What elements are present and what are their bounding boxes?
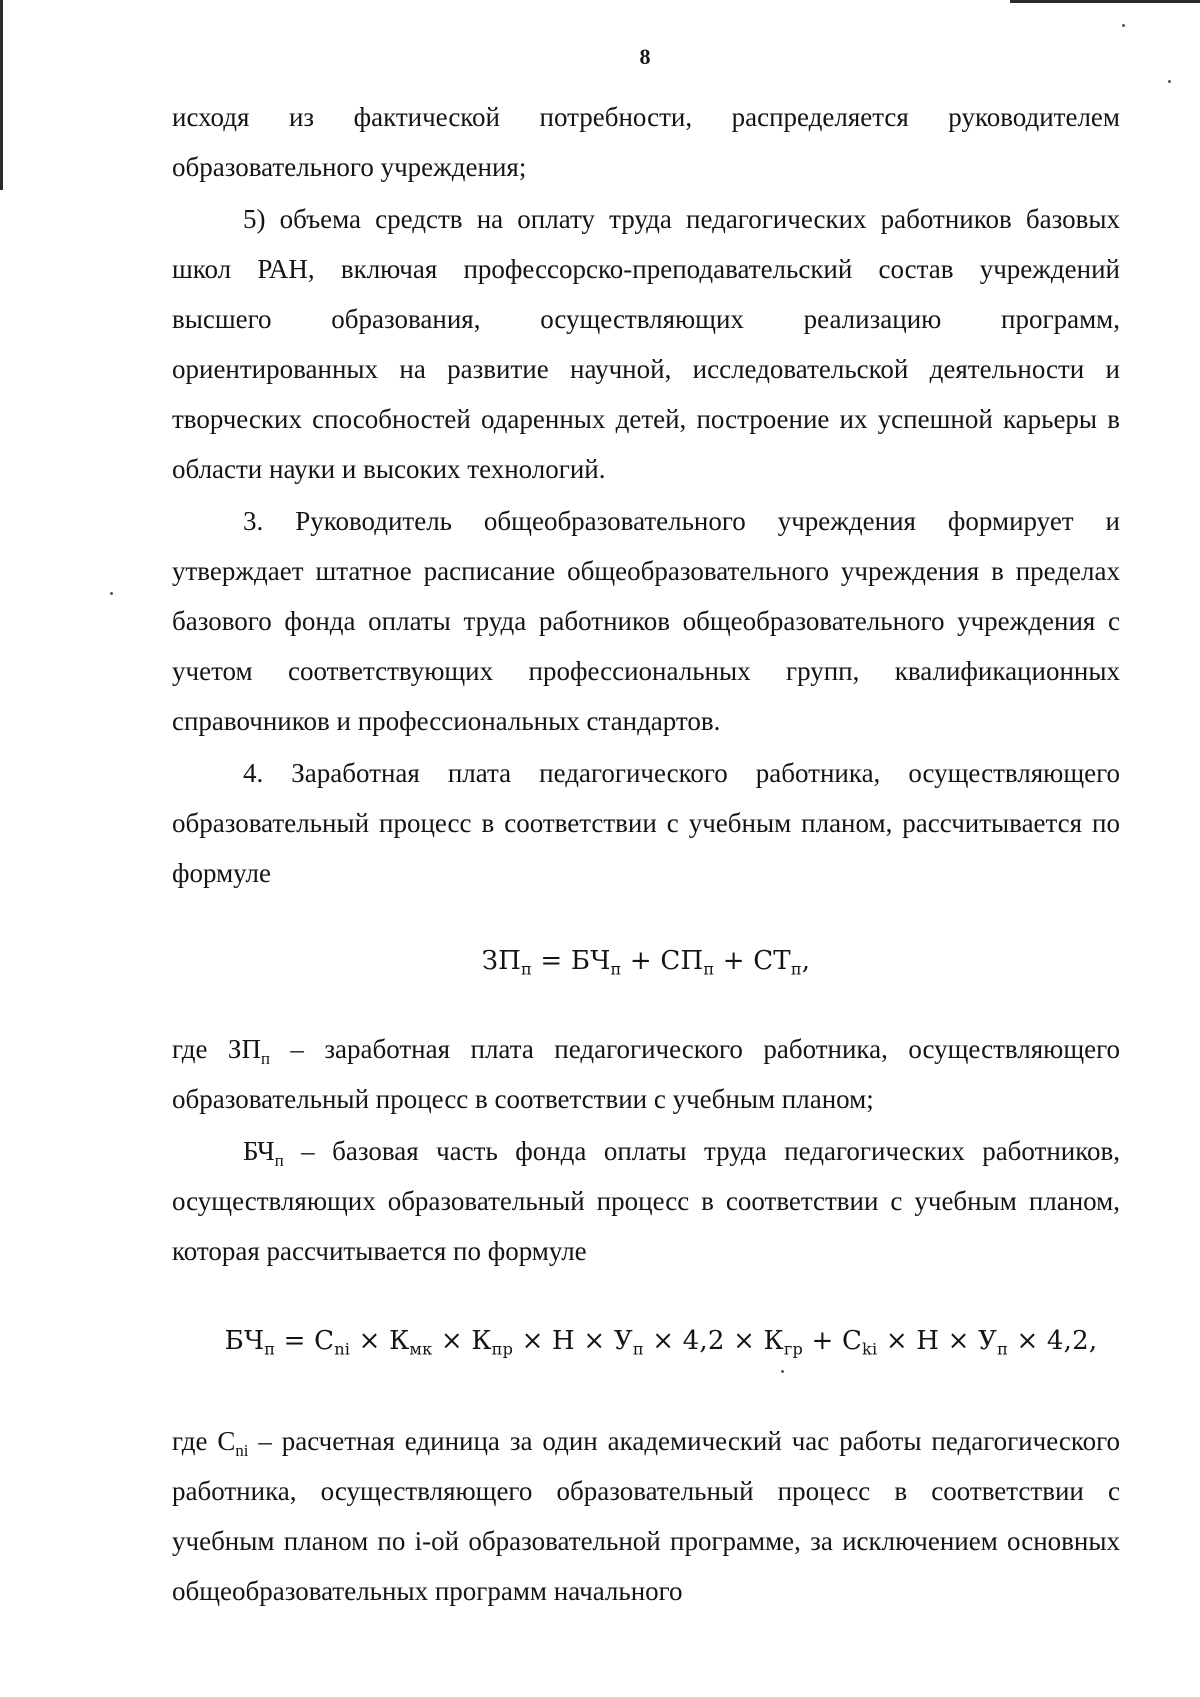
- formula-symbol: К: [471, 1326, 492, 1356]
- formula-operator: × Н ×: [513, 1326, 614, 1356]
- formula-operator: ×: [432, 1326, 472, 1356]
- formula-subscript: п: [790, 959, 802, 979]
- definition-symbol: ЗП: [227, 1034, 261, 1064]
- document-body: [172, 92, 1120, 1616]
- definition-cni: [172, 1416, 1120, 1616]
- scan-speck: [110, 592, 113, 595]
- definition-lead: где: [172, 1034, 228, 1064]
- formula-subscript: гр: [783, 1339, 804, 1359]
- formula-symbol: СТ: [753, 946, 791, 976]
- definition-subscript: п: [260, 1048, 270, 1068]
- definition-lead: где: [172, 1426, 218, 1456]
- formula-operator: × 4,2 ×: [643, 1326, 764, 1356]
- definition-bch: [172, 1126, 1120, 1276]
- formula-subscript: мк: [409, 1339, 433, 1359]
- paragraph-item-5: 5) объема средств на оплату труда педагогических работников базовых школ РАН, включая профессорско-преподавательский состав учреждений высшего образования, осуществляющих реализацию программ, ориентированных на развитие научной, исследовательской деятельности и творческих способностей одаренных детей, построение их успешной карьеры в области науки и высоких технологий.: [172, 204, 1120, 484]
- formula-subscript: пр: [491, 1339, 514, 1359]
- formula-symbol: У: [978, 1326, 998, 1356]
- paragraph-clause-4: 4. Заработная плата педагогического работника, осуществляющего образовательный процесс в соответствии с учебным планом, рассчитывается по формуле: [172, 758, 1120, 888]
- scan-speck: [1168, 80, 1171, 83]
- formula-operator: =: [531, 946, 571, 976]
- definition-symbol: БЧ: [243, 1136, 275, 1166]
- formula-symbol: С: [841, 1326, 863, 1356]
- formula-operator: =: [275, 1326, 315, 1356]
- definition-zp: [172, 1024, 1120, 1124]
- formula-symbol: БЧ: [570, 946, 611, 976]
- definition-subscript: ni: [235, 1440, 249, 1460]
- formula-subscript: п: [610, 959, 622, 979]
- formula-base-part: [172, 1316, 1120, 1366]
- formula-operator: +: [714, 946, 754, 976]
- formula-subscript: п: [521, 959, 532, 979]
- formula-symbol: К: [763, 1326, 784, 1356]
- definition-symbol: С: [217, 1426, 236, 1456]
- formula-subscript: п: [264, 1339, 276, 1359]
- formula-punctuation: ,: [801, 946, 811, 976]
- formula-symbol: БЧ: [224, 1326, 265, 1356]
- definition-text: – базовая часть фонда оплаты труда педагогических работников, осуществляющих образовательный процесс в соответствии с учебным планом, которая рассчитывается по формуле: [172, 1136, 1120, 1266]
- scan-edge-top: [1010, 0, 1200, 3]
- formula-operator: × 4,2,: [1008, 1326, 1098, 1356]
- formula-symbol: К: [389, 1326, 410, 1356]
- formula-operator: ×: [350, 1326, 390, 1356]
- formula-symbol: У: [613, 1326, 633, 1356]
- scan-edge-left: [0, 0, 3, 190]
- formula-symbol: ЗП: [481, 946, 522, 976]
- formula-symbol: СП: [660, 946, 704, 976]
- formula-salary: [172, 936, 1120, 986]
- formula-subscript: п: [703, 959, 715, 979]
- definition-text: – заработная плата педагогического работника, осуществляющего образовательный процесс в соответствии с учебным планом;: [172, 1034, 1120, 1114]
- paragraph-continuation: исходя из фактической потребности, распределяется руководителем образовательного учреждения;: [172, 102, 1120, 182]
- formula-subscript: п: [997, 1339, 1008, 1359]
- formula-subscript: п: [632, 1339, 644, 1359]
- scan-speck: [1122, 24, 1125, 27]
- page-number: 8: [639, 44, 651, 69]
- formula-symbol: С: [314, 1326, 335, 1356]
- formula-operator: +: [621, 946, 661, 976]
- definition-text: – расчетная единица за один академический час работы педагогического работника, осуществляющего образовательный процесс в соответствии с учебным планом по i-ой образовательной программе, за исключением основных общеобразовательных программ начального: [172, 1426, 1120, 1606]
- formula-operator: × Н ×: [877, 1326, 979, 1356]
- formula-subscript: ni: [334, 1339, 351, 1359]
- definition-subscript: п: [274, 1150, 284, 1170]
- formula-subscript: ki: [862, 1339, 878, 1359]
- formula-operator: +: [803, 1326, 842, 1356]
- paragraph-clause-3: 3. Руководитель общеобразовательного учреждения формирует и утверждает штатное расписание общеобразовательного учреждения в пределах базового фонда оплаты труда работников общеобразовательного учреждения с учетом соответствующих профессиональных групп, квалификационных справочников и профессиональных стандартов.: [172, 506, 1120, 736]
